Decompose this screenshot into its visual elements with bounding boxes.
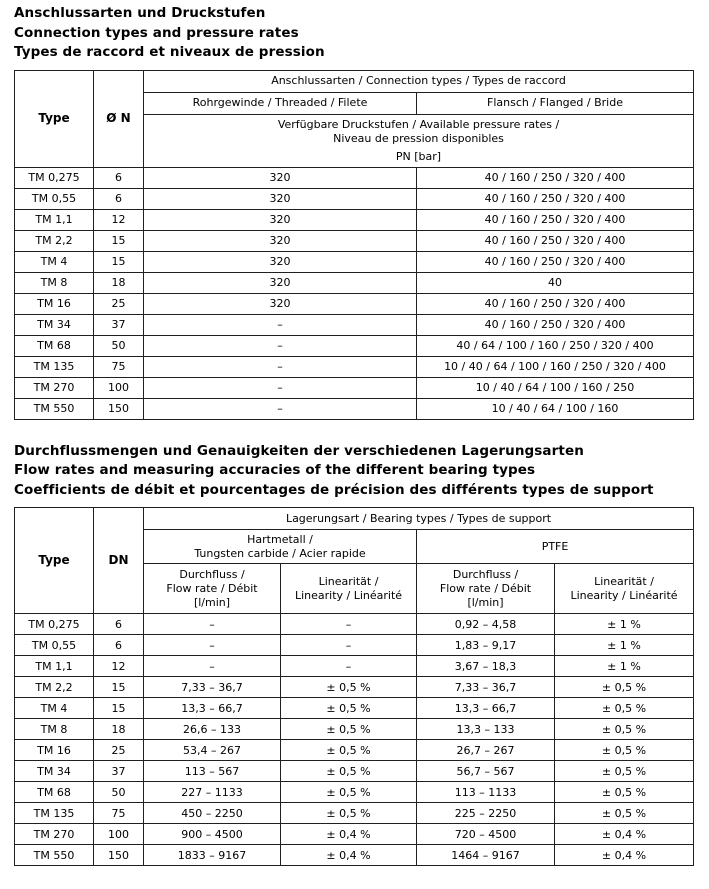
row-dn: 50 — [94, 335, 144, 356]
section1-heading-de: Anschlussarten und Druckstufen — [14, 5, 266, 21]
row-dn: 100 — [94, 377, 144, 398]
header-carbide-linearity — [281, 564, 417, 614]
row-carbide-flow: 7,33 – 36,7 — [144, 677, 281, 698]
row-carbide-flow: 113 – 567 — [144, 761, 281, 782]
row-type: TM 1,1 — [15, 209, 94, 230]
row-ptfe-linearity: ± 1 % — [555, 635, 694, 656]
row-dn: 6 — [94, 614, 144, 635]
row-ptfe-flow: 0,92 – 4,58 — [417, 614, 555, 635]
header-ptfe: PTFE — [417, 530, 694, 564]
row-type: TM 270 — [15, 377, 94, 398]
header-carbide — [144, 530, 417, 564]
row-ptfe-flow: 13,3 – 133 — [417, 719, 555, 740]
row-flanged: 40 / 64 / 100 / 160 / 250 / 320 / 400 — [417, 335, 694, 356]
table-row — [15, 740, 694, 761]
row-type: TM 0,55 — [15, 188, 94, 209]
row-ptfe-linearity: ± 0,5 % — [555, 782, 694, 803]
row-carbide-linearity: ± 0,5 % — [281, 740, 417, 761]
row-threaded: – — [144, 314, 417, 335]
row-type: TM 2,2 — [15, 677, 94, 698]
header-carbide-line1: Hartmetall / — [247, 533, 313, 547]
row-ptfe-flow: 1,83 – 9,17 — [417, 635, 555, 656]
header-threaded: Rohrgewinde / Threaded / Filete — [144, 92, 417, 114]
row-dn: 37 — [94, 761, 144, 782]
row-threaded: – — [144, 356, 417, 377]
table-row — [15, 635, 694, 656]
row-type: TM 550 — [15, 845, 94, 866]
row-ptfe-flow: 7,33 – 36,7 — [417, 677, 555, 698]
row-type: TM 68 — [15, 782, 94, 803]
row-type: TM 135 — [15, 803, 94, 824]
header-lin-line1: Linearität / — [594, 575, 654, 589]
row-dn: 18 — [94, 272, 144, 293]
row-flanged: 40 — [417, 272, 694, 293]
section1-heading — [14, 4, 695, 63]
row-dn: 150 — [94, 845, 144, 866]
header-type: Type — [15, 508, 94, 614]
header-ptfe-linearity — [555, 564, 694, 614]
row-dn: 15 — [94, 251, 144, 272]
row-ptfe-linearity: ± 0,4 % — [555, 824, 694, 845]
table-row — [15, 167, 694, 188]
row-threaded: 320 — [144, 209, 417, 230]
row-carbide-linearity: ± 0,5 % — [281, 761, 417, 782]
header-flow-line3: [l/min] — [467, 595, 504, 609]
table-row — [15, 209, 694, 230]
table-row — [15, 782, 694, 803]
section2-heading-fr: Coefficients de débit et pourcentages de précision des différents types de support — [14, 481, 654, 498]
row-carbide-linearity: ± 0,5 % — [281, 782, 417, 803]
row-carbide-flow: 900 – 4500 — [144, 824, 281, 845]
header-flow-line3: [l/min] — [193, 595, 231, 609]
row-type: TM 16 — [15, 740, 94, 761]
row-dn: 18 — [94, 719, 144, 740]
row-type: TM 8 — [15, 272, 94, 293]
row-carbide-linearity: ± 0,4 % — [281, 824, 417, 845]
row-flanged: 40 / 160 / 250 / 320 / 400 — [417, 188, 694, 209]
section1-heading-fr: Types de raccord et niveaux de pression — [14, 44, 325, 61]
row-flanged: 40 / 160 / 250 / 320 / 400 — [417, 293, 694, 314]
row-threaded: 320 — [144, 251, 417, 272]
table-row — [15, 803, 694, 824]
row-dn: 25 — [94, 740, 144, 761]
header-pressure-line2: Niveau de pression disponibles — [333, 131, 504, 145]
section1-heading-en: Connection types and pressure rates — [14, 24, 299, 41]
table-row — [15, 293, 694, 314]
row-carbide-linearity: ± 0,5 % — [281, 719, 417, 740]
row-carbide-flow: – — [144, 614, 281, 635]
row-threaded: – — [144, 377, 417, 398]
table-row — [15, 272, 694, 293]
row-dn: 12 — [94, 656, 144, 677]
row-ptfe-flow: 26,7 – 267 — [417, 740, 555, 761]
row-carbide-flow: 26,6 – 133 — [144, 719, 281, 740]
flow-rates-table — [14, 507, 694, 866]
header-carbide-line2: Tungsten carbide / Acier rapide — [194, 546, 366, 560]
row-type: TM 1,1 — [15, 656, 94, 677]
row-dn: 15 — [94, 230, 144, 251]
row-dn: 15 — [94, 677, 144, 698]
row-ptfe-flow: 3,67 – 18,3 — [417, 656, 555, 677]
row-type: TM 68 — [15, 335, 94, 356]
header-type: Type — [15, 70, 94, 167]
header-lin-line1: Linearität / — [318, 575, 379, 589]
header-lin-line2: Linearity / Linéarité — [570, 588, 678, 602]
row-dn: 6 — [94, 635, 144, 656]
row-type: TM 4 — [15, 251, 94, 272]
row-ptfe-linearity: ± 0,5 % — [555, 698, 694, 719]
row-flanged: 10 / 40 / 64 / 100 / 160 — [417, 398, 694, 419]
table-row — [15, 230, 694, 251]
row-dn: 75 — [94, 803, 144, 824]
header-pressure-line1: Verfügbare Druckstufen / Available pressure rates / — [277, 118, 560, 132]
header-bearing-group: Lagerungsart / Bearing types / Types de support — [144, 508, 694, 530]
header-flow-line1: Durchfluss / — [179, 568, 245, 582]
table-row — [15, 677, 694, 698]
row-dn: 50 — [94, 782, 144, 803]
header-pressure — [144, 114, 694, 167]
row-flanged: 40 / 160 / 250 / 320 / 400 — [417, 167, 694, 188]
row-dn: 6 — [94, 188, 144, 209]
header-flow-line1: Durchfluss / — [452, 568, 519, 582]
row-carbide-linearity: ± 0,5 % — [281, 698, 417, 719]
row-dn: 25 — [94, 293, 144, 314]
row-carbide-flow: – — [144, 635, 281, 656]
row-type: TM 34 — [15, 314, 94, 335]
row-flanged: 40 / 160 / 250 / 320 / 400 — [417, 230, 694, 251]
row-flanged: 10 / 40 / 64 / 100 / 160 / 250 — [417, 377, 694, 398]
row-dn: 6 — [94, 167, 144, 188]
header-dn: DN — [94, 508, 144, 614]
row-type: TM 0,275 — [15, 167, 94, 188]
header-flow-line2: Flow rate / Débit — [439, 582, 532, 595]
table-row — [15, 356, 694, 377]
header-pressure-line3: PN [bar] — [395, 149, 442, 163]
row-type: TM 16 — [15, 293, 94, 314]
table-row — [15, 335, 694, 356]
header-connection-group: Anschlussarten / Connection types / Types de raccord — [144, 70, 694, 92]
row-type: TM 34 — [15, 761, 94, 782]
row-ptfe-linearity: ± 0,4 % — [555, 845, 694, 866]
row-carbide-flow: 227 – 1133 — [144, 782, 281, 803]
row-flanged: 40 / 160 / 250 / 320 / 400 — [417, 209, 694, 230]
row-dn: 37 — [94, 314, 144, 335]
row-type: TM 8 — [15, 719, 94, 740]
row-threaded: 320 — [144, 167, 417, 188]
table-header-row — [15, 70, 694, 92]
header-flanged: Flansch / Flanged / Bride — [417, 92, 694, 114]
row-ptfe-flow: 225 – 2250 — [417, 803, 555, 824]
section2-heading-en: Flow rates and measuring accuracies of the different bearing types — [14, 462, 536, 479]
row-dn: 150 — [94, 398, 144, 419]
table-row — [15, 698, 694, 719]
row-carbide-linearity: – — [281, 635, 417, 656]
row-dn: 100 — [94, 824, 144, 845]
section2-heading — [14, 442, 695, 501]
table-row — [15, 377, 694, 398]
row-flanged: 10 / 40 / 64 / 100 / 160 / 250 / 320 / 400 — [417, 356, 694, 377]
row-threaded: – — [144, 398, 417, 419]
row-flanged: 40 / 160 / 250 / 320 / 400 — [417, 314, 694, 335]
row-carbide-linearity: – — [281, 614, 417, 635]
table-row — [15, 398, 694, 419]
row-dn: 15 — [94, 698, 144, 719]
row-type: TM 0,55 — [15, 635, 94, 656]
row-type: TM 270 — [15, 824, 94, 845]
row-carbide-flow: – — [144, 656, 281, 677]
table-row — [15, 719, 694, 740]
row-carbide-flow: 53,4 – 267 — [144, 740, 281, 761]
row-ptfe-linearity: ± 0,5 % — [555, 719, 694, 740]
row-type: TM 2,2 — [15, 230, 94, 251]
table-row — [15, 845, 694, 866]
row-dn: 75 — [94, 356, 144, 377]
row-carbide-linearity: ± 0,5 % — [281, 803, 417, 824]
table-header-row — [15, 508, 694, 530]
section2-heading-de: Durchflussmengen und Genauigkeiten der verschiedenen Lagerungsarten — [14, 442, 584, 459]
header-lin-line2: Linearity / Linéarité — [294, 588, 403, 602]
row-flanged: 40 / 160 / 250 / 320 / 400 — [417, 251, 694, 272]
row-threaded: – — [144, 335, 417, 356]
table-row — [15, 614, 694, 635]
table-row — [15, 824, 694, 845]
table-row — [15, 188, 694, 209]
row-ptfe-flow: 13,3 – 66,7 — [417, 698, 555, 719]
table-row — [15, 251, 694, 272]
row-threaded: 320 — [144, 272, 417, 293]
row-ptfe-linearity: ± 0,5 % — [555, 677, 694, 698]
row-ptfe-flow: 56,7 – 567 — [417, 761, 555, 782]
row-ptfe-linearity: ± 0,5 % — [555, 740, 694, 761]
row-ptfe-linearity: ± 1 % — [555, 614, 694, 635]
row-type: TM 0,275 — [15, 614, 94, 635]
row-type: TM 135 — [15, 356, 94, 377]
row-ptfe-linearity: ± 0,5 % — [555, 761, 694, 782]
row-carbide-linearity: ± 0,4 % — [281, 845, 417, 866]
section-spacer — [14, 420, 695, 442]
table-row — [15, 761, 694, 782]
row-carbide-flow: 13,3 – 66,7 — [144, 698, 281, 719]
row-carbide-flow: 450 – 2250 — [144, 803, 281, 824]
row-threaded: 320 — [144, 188, 417, 209]
row-carbide-flow: 1833 – 9167 — [144, 845, 281, 866]
row-type: TM 550 — [15, 398, 94, 419]
header-flow-line2: Flow rate / Débit — [166, 582, 258, 595]
row-threaded: 320 — [144, 293, 417, 314]
row-ptfe-flow: 113 – 1133 — [417, 782, 555, 803]
header-dn: Ø N — [94, 70, 144, 167]
row-ptfe-linearity: ± 0,5 % — [555, 803, 694, 824]
table-row — [15, 656, 694, 677]
header-ptfe-flow — [417, 564, 555, 614]
row-type: TM 4 — [15, 698, 94, 719]
row-ptfe-flow: 1464 – 9167 — [417, 845, 555, 866]
row-carbide-linearity: ± 0,5 % — [281, 677, 417, 698]
table-row — [15, 314, 694, 335]
row-carbide-linearity: – — [281, 656, 417, 677]
connection-types-table — [14, 70, 694, 420]
header-carbide-flow — [144, 564, 281, 614]
row-ptfe-linearity: ± 1 % — [555, 656, 694, 677]
row-dn: 12 — [94, 209, 144, 230]
row-threaded: 320 — [144, 230, 417, 251]
row-ptfe-flow: 720 – 4500 — [417, 824, 555, 845]
